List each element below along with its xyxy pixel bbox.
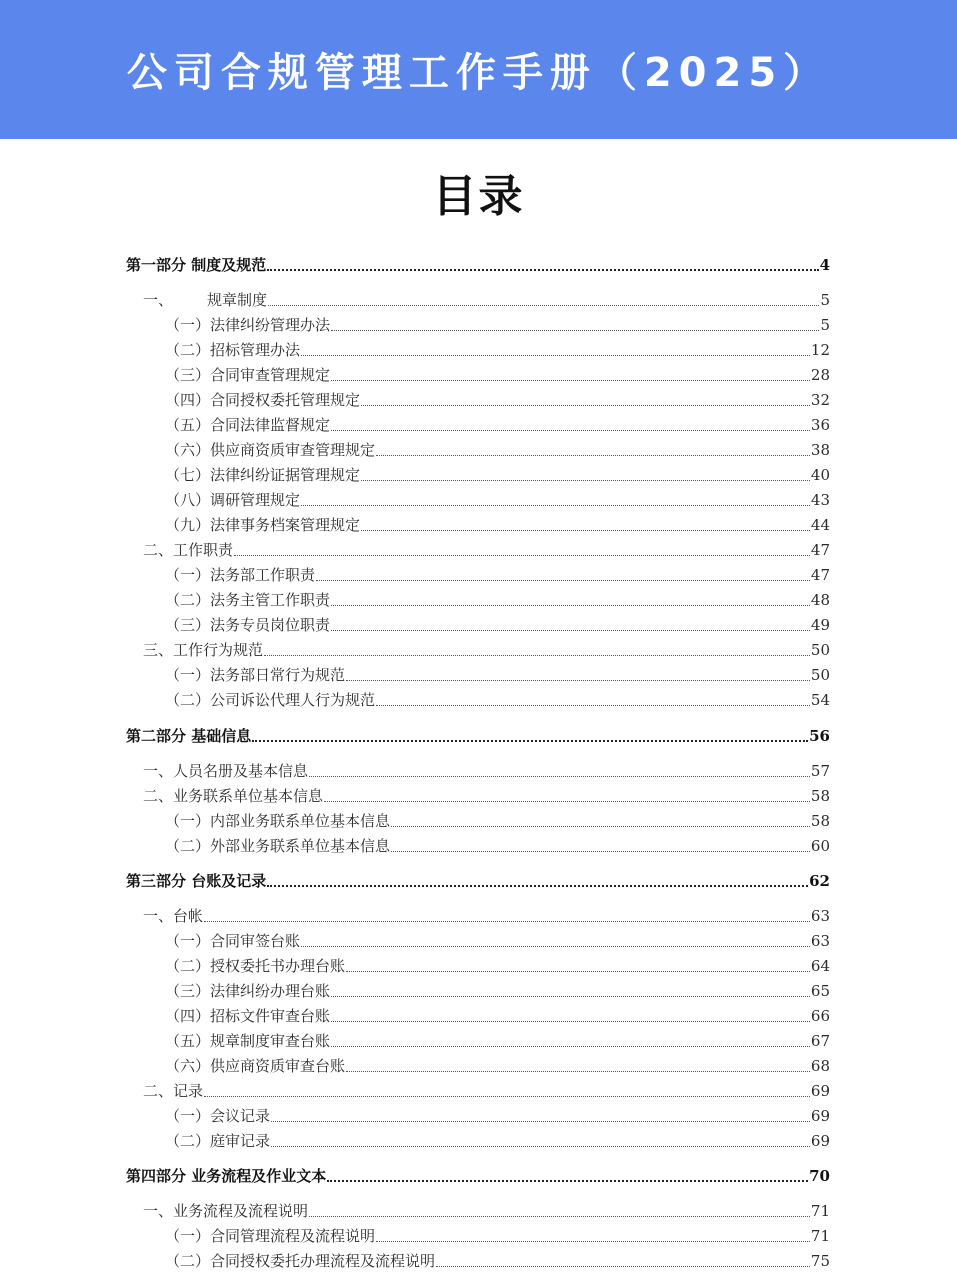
toc-item-row[interactable] [165, 338, 830, 360]
toc-entry-title [143, 1204, 308, 1221]
toc-entry-label: （六）供应商资质审查管理规定 [165, 441, 376, 459]
toc-page-number: 64 [810, 957, 830, 975]
toc-item-row[interactable] [165, 1129, 830, 1151]
toc-dot-leader [436, 1265, 810, 1267]
toc-page-number: 49 [810, 616, 830, 634]
toc-entry-label: 二、工作职责 [143, 541, 234, 559]
toc-dot-leader [234, 554, 810, 556]
toc-dot-leader [204, 920, 810, 922]
toc-page-number: 63 [810, 907, 830, 925]
toc-entry-label: （九）法律事务档案管理规定 [165, 516, 361, 534]
toc-entry-label: （四）招标文件审查台账 [165, 1007, 331, 1025]
toc-item-row[interactable] [165, 834, 830, 856]
toc-item-row[interactable] [165, 688, 830, 710]
toc-entry-title [165, 493, 300, 510]
toc-entry-label: 二、记录 [143, 1082, 204, 1100]
toc-entry-title [165, 368, 330, 385]
toc-page-number: 47 [810, 566, 830, 584]
toc-entry-label: （七）法律纠纷证据管理规定 [165, 466, 361, 484]
toc-section-row[interactable] [143, 538, 830, 560]
toc-entry-label: （二）庭审记录 [165, 1132, 271, 1150]
toc-section-row[interactable] [143, 288, 830, 310]
toc-entry-label: （五）规章制度审查台账 [165, 1032, 331, 1050]
toc-entry-title [165, 668, 345, 685]
toc-dot-leader [252, 739, 808, 742]
toc-entry-title [165, 393, 360, 410]
toc-dot-leader [309, 1215, 810, 1217]
toc-item-row[interactable] [165, 809, 830, 831]
toc-section-row[interactable] [143, 784, 830, 806]
toc-page-number: 68 [810, 1057, 830, 1075]
toc-entry-label: 第三部分 台账及记录 [126, 872, 267, 890]
toc-entry-label: （一）内部业务联系单位基本信息 [165, 812, 391, 830]
toc-dot-leader [346, 1070, 810, 1072]
toc-page-number: 4 [819, 256, 830, 274]
toc-entry-label: （八）调研管理规定 [165, 491, 301, 509]
toc-page-number: 63 [810, 932, 830, 950]
toc-dot-leader [331, 329, 819, 331]
toc-entry-label: （二）合同授权委托办理流程及流程说明 [165, 1252, 436, 1270]
toc-entry-label: （一）会议记录 [165, 1107, 271, 1125]
toc-item-row[interactable] [165, 1104, 830, 1126]
toc-entry-title [165, 418, 330, 435]
toc-entry-label: 一、人员名册及基本信息 [143, 762, 309, 780]
toc-item-row[interactable] [165, 1029, 830, 1051]
toc-entry-label: 第一部分 制度及规范 [126, 256, 267, 274]
toc-dot-leader [361, 529, 810, 531]
toc-dot-leader [327, 1179, 808, 1182]
toc-entry-title [165, 343, 300, 360]
toc-entry-label: 三、工作行为规范 [143, 641, 264, 659]
toc-dot-leader [391, 850, 810, 852]
toc-section-row[interactable] [143, 1079, 830, 1101]
toc-part-row[interactable] [126, 253, 830, 275]
toc-dot-leader [361, 404, 810, 406]
toc-page-number: 50 [810, 666, 830, 684]
toc-entry-title [165, 443, 375, 460]
toc-entry-title [165, 1034, 330, 1051]
toc-entry-title [165, 468, 360, 485]
toc-entry-title [165, 518, 360, 535]
toc-entry-title [165, 568, 315, 585]
toc-dot-leader [331, 1020, 810, 1022]
toc-entry-label: （五）合同法律监督规定 [165, 416, 331, 434]
toc-page-number: 58 [810, 812, 830, 830]
toc-entry-title [143, 543, 233, 560]
toc-entry-label: （二）公司诉讼代理人行为规范 [165, 691, 376, 709]
toc-page-number: 69 [810, 1082, 830, 1100]
toc-page-number: 36 [810, 416, 830, 434]
toc-dot-leader [316, 579, 810, 581]
toc-entry-title [165, 1254, 435, 1271]
toc-entry-title [165, 984, 330, 1001]
toc-page-number: 60 [810, 837, 830, 855]
manual-title: 公司合规管理工作手册（2025） [126, 50, 831, 96]
toc-item-row[interactable] [165, 929, 830, 951]
toc-page-number: 12 [810, 341, 830, 359]
toc-page-number: 71 [810, 1227, 830, 1245]
toc-dot-leader [376, 454, 810, 456]
toc-page-number: 57 [810, 762, 830, 780]
toc-entry-title [143, 764, 308, 781]
toc-item-row[interactable] [165, 663, 830, 685]
toc-dot-leader [271, 1120, 810, 1122]
toc-page-number: 66 [810, 1007, 830, 1025]
toc-dot-leader [204, 1095, 810, 1097]
toc-entry-label: （一）法务部日常行为规范 [165, 666, 346, 684]
toc-entry-label: （六）供应商资质审查台账 [165, 1057, 346, 1075]
toc-item-row[interactable] [165, 588, 830, 610]
toc-page-number: 50 [810, 641, 830, 659]
toc-entry-title [165, 593, 330, 610]
toc-page-number: 67 [810, 1032, 830, 1050]
toc-page-number: 38 [810, 441, 830, 459]
toc-item-row[interactable] [165, 563, 830, 585]
toc-entry-label: （二）法务主管工作职责 [165, 591, 331, 609]
toc-entry-title [126, 729, 251, 746]
toc-dot-leader [361, 479, 810, 481]
toc-entry-label: （三）合同审查管理规定 [165, 366, 331, 384]
toc-entry-title [165, 693, 375, 710]
toc-dot-leader [376, 704, 810, 706]
toc-entry-title [143, 789, 323, 806]
toc-page-number: 62 [809, 872, 830, 890]
toc-entry-title [165, 839, 390, 856]
toc-entry-title [165, 1134, 270, 1151]
toc-section-row[interactable] [143, 638, 830, 660]
toc-dot-leader [301, 354, 810, 356]
toc-page-number: 5 [820, 316, 830, 334]
toc-entry-title [165, 814, 390, 831]
toc-entry-label: 二、业务联系单位基本信息 [143, 787, 324, 805]
toc-page-number: 69 [810, 1132, 830, 1150]
toc-dot-leader [391, 825, 810, 827]
toc-entry-title [165, 1109, 270, 1126]
toc-dot-leader [324, 800, 810, 802]
toc-dot-leader [264, 654, 810, 656]
toc-page-number: 69 [810, 1107, 830, 1125]
toc-dot-leader [267, 884, 808, 887]
toc-entry-label: （二）外部业务联系单位基本信息 [165, 837, 391, 855]
toc-dot-leader [346, 970, 810, 972]
toc-item-row[interactable] [165, 463, 830, 485]
toc-entry-title [143, 293, 267, 310]
toc-item-row[interactable] [165, 488, 830, 510]
toc-dot-leader [301, 945, 810, 947]
toc-dot-leader [271, 1145, 810, 1147]
toc-page-number: 47 [810, 541, 830, 559]
toc-entry-title [165, 1059, 345, 1076]
toc-entry-title [165, 934, 300, 951]
toc-dot-leader [331, 995, 810, 997]
toc-item-row[interactable] [165, 1249, 830, 1271]
toc-entry-label: （一）合同管理流程及流程说明 [165, 1227, 376, 1245]
toc-entry-label: 一、业务流程及流程说明 [143, 1202, 309, 1220]
toc-page-number: 40 [810, 466, 830, 484]
toc-section-row[interactable] [143, 759, 830, 781]
toc-dot-leader [268, 304, 819, 306]
toc-entry-label: 一、 [143, 291, 174, 309]
toc-item-row[interactable] [165, 513, 830, 535]
toc-dot-leader [331, 379, 810, 381]
toc-page-number: 32 [810, 391, 830, 409]
toc-item-row[interactable] [165, 438, 830, 460]
toc-page-number: 43 [810, 491, 830, 509]
toc-page-number: 58 [810, 787, 830, 805]
toc-item-row[interactable] [165, 613, 830, 635]
toc-entry-label: （二）授权委托书办理台账 [165, 957, 346, 975]
toc-dot-leader [346, 679, 810, 681]
toc-entry-label: 第二部分 基础信息 [126, 727, 252, 745]
toc-page-number: 44 [810, 516, 830, 534]
toc-entry-label: （三）法律纠纷办理台账 [165, 982, 331, 1000]
toc-entry-title [165, 1009, 330, 1026]
toc-part-row[interactable] [126, 869, 830, 891]
toc-section-row[interactable] [143, 1199, 830, 1221]
toc-page-number: 5 [820, 291, 830, 309]
toc-page-number: 71 [810, 1202, 830, 1220]
toc-entry-title [126, 874, 266, 891]
toc-entry-title [126, 1169, 326, 1186]
toc-dot-leader [331, 604, 810, 606]
toc-entry-title [165, 618, 330, 635]
toc-page-number: 65 [810, 982, 830, 1000]
toc-entry-label-tail: 规章制度 [207, 291, 268, 309]
toc-item-row[interactable] [165, 363, 830, 385]
toc-dot-leader [331, 429, 810, 431]
toc-item-row[interactable] [165, 954, 830, 976]
toc-item-row[interactable] [165, 1054, 830, 1076]
toc-heading: 目录 [432, 171, 525, 222]
toc-entry-label: 一、台帐 [143, 907, 204, 925]
toc-entry-label: （二）招标管理办法 [165, 341, 301, 359]
toc-item-row[interactable] [165, 979, 830, 1001]
toc-dot-leader [376, 1240, 810, 1242]
toc-entry-label: 第四部分 业务流程及作业文本 [126, 1167, 327, 1185]
toc-page-number: 54 [810, 691, 830, 709]
toc-entry-label: （一）法务部工作职责 [165, 566, 316, 584]
toc-page-number: 56 [809, 727, 830, 745]
toc-entry-title [165, 318, 330, 335]
toc-entry-title [126, 258, 266, 275]
toc-entry-title [165, 1229, 375, 1246]
toc-entry-title [143, 1084, 203, 1101]
toc-entry-label: （一）合同审签台账 [165, 932, 301, 950]
toc-page-number: 70 [809, 1167, 830, 1185]
toc-dot-leader [331, 629, 810, 631]
toc-item-row[interactable] [165, 1004, 830, 1026]
toc-item-row[interactable] [165, 388, 830, 410]
toc-item-row[interactable] [165, 1224, 830, 1246]
toc-entry-label: （三）法务专员岗位职责 [165, 616, 331, 634]
toc-entry-label: （四）合同授权委托管理规定 [165, 391, 361, 409]
toc-dot-leader [309, 775, 810, 777]
toc-entry-title [143, 909, 203, 926]
toc-dot-leader [267, 268, 818, 271]
toc-page-number: 28 [810, 366, 830, 384]
toc-item-row[interactable] [165, 313, 830, 335]
toc-dot-leader [301, 504, 810, 506]
toc-page-number: 48 [810, 591, 830, 609]
toc-page-number: 75 [810, 1252, 830, 1270]
toc-item-row[interactable] [165, 413, 830, 435]
toc-dot-leader [331, 1045, 810, 1047]
toc-entry-label: （一）法律纠纷管理办法 [165, 316, 331, 334]
toc-part-row[interactable] [126, 724, 830, 746]
toc-entry-title [143, 643, 263, 660]
toc-part-row[interactable] [126, 1164, 830, 1186]
toc-section-row[interactable] [143, 904, 830, 926]
toc-entry-title [165, 959, 345, 976]
